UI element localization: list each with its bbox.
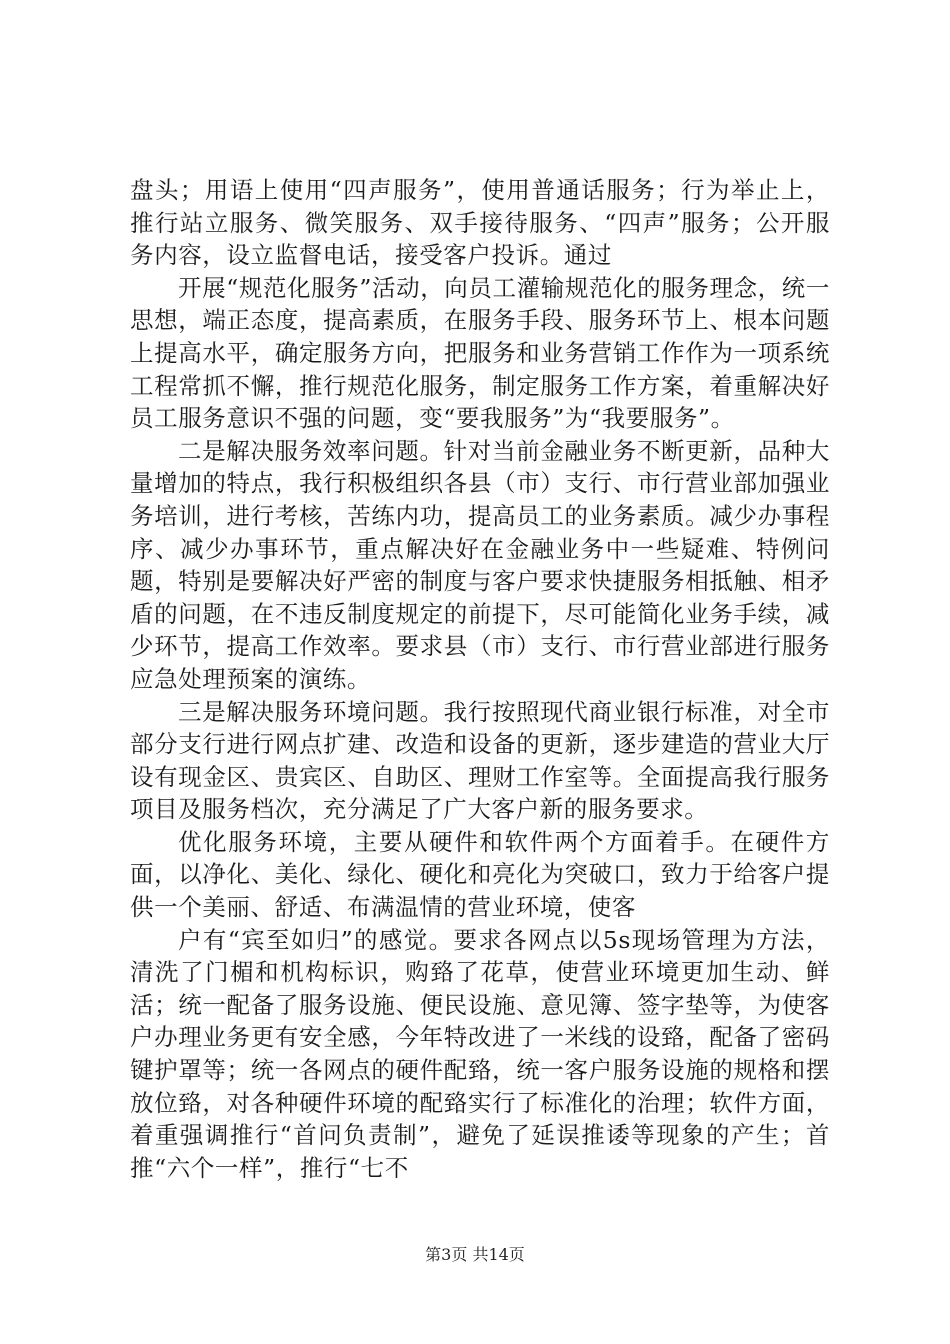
paragraph-5: 优化服务环境，主要从硬件和软件两个方面着手。在硬件方面，以净化、美化、绿化、硬化和亮化为突破口，致力于给客户提供一个美丽、舒适、布满温情的营业环境，使客: [130, 827, 830, 922]
document-body: [130, 174, 830, 1184]
paragraph-6: 户有“宾至如归”的感觉。要求各网点以5s现场管理为方法，清洗了门楣和机构标识，购臵了花草，使营业环境更加生动、鲜活；统一配备了服务设施、便民设施、意见簿、签字垫等，为使客户办理业务更有安全感，今年特改进了一米线的设臵，配备了密码键护罩等；统一各网点的硬件配臵，统一客户服务设施的规格和摆放位臵，对各种硬件环境的配臵实行了标准化的治理；软件方面，着重强调推行“首问负责制”，避免了延误推诿等现象的产生；首推“六个一样”，推行“七不: [130, 925, 830, 1182]
paragraph-3: 二是解决服务效率问题。针对当前金融业务不断更新，品种大量增加的特点，我行积极组织各县（市）支行、市行营业部加强业务培训，进行考核，苦练内功，提高员工的业务素质。减少办事程序、减少办事环节，重点解决好在金融业务中一些疑难、特例问题，特别是要解决好严密的制度与客户要求快捷服务相抵触、相矛盾的问题，在不违反制度规定的前提下，尽可能简化业务手续，减少环节，提高工作效率。要求县（市）支行、市行营业部进行服务应急处理预案的演练。: [130, 436, 830, 693]
page-footer: 第3页 共14页: [425, 1245, 525, 1264]
paragraph-1: 盘头；用语上使用“四声服务”，使用普通话服务；行为举止上，推行站立服务、微笑服务、双手接待服务、“四声”服务；公开服务内容，设立监督电话，接受客户投诉。通过: [130, 176, 830, 270]
paragraph-4: 三是解决服务环境问题。我行按照现代商业银行标准，对全市部分支行进行网点扩建、改造和设备的更新，逐步建造的营业大厅设有现金区、贵宾区、自助区、理财工作室等。全面提高我行服务项目及服务档次，充分满足了广大客户新的服务要求。: [130, 697, 830, 824]
paragraph-2: 开展“规范化服务”活动，向员工灌输规范化的服务理念，统一思想，端正态度，提高素质，在服务手段、服务环节上、根本问题上提高水平，确定服务方向，把服务和业务营销工作作为一项系统工程常抓不懈，推行规范化服务，制定服务工作方案，着重解决好员工服务意识不强的问题，变“要我服务”为“我要服务”。: [130, 273, 830, 433]
